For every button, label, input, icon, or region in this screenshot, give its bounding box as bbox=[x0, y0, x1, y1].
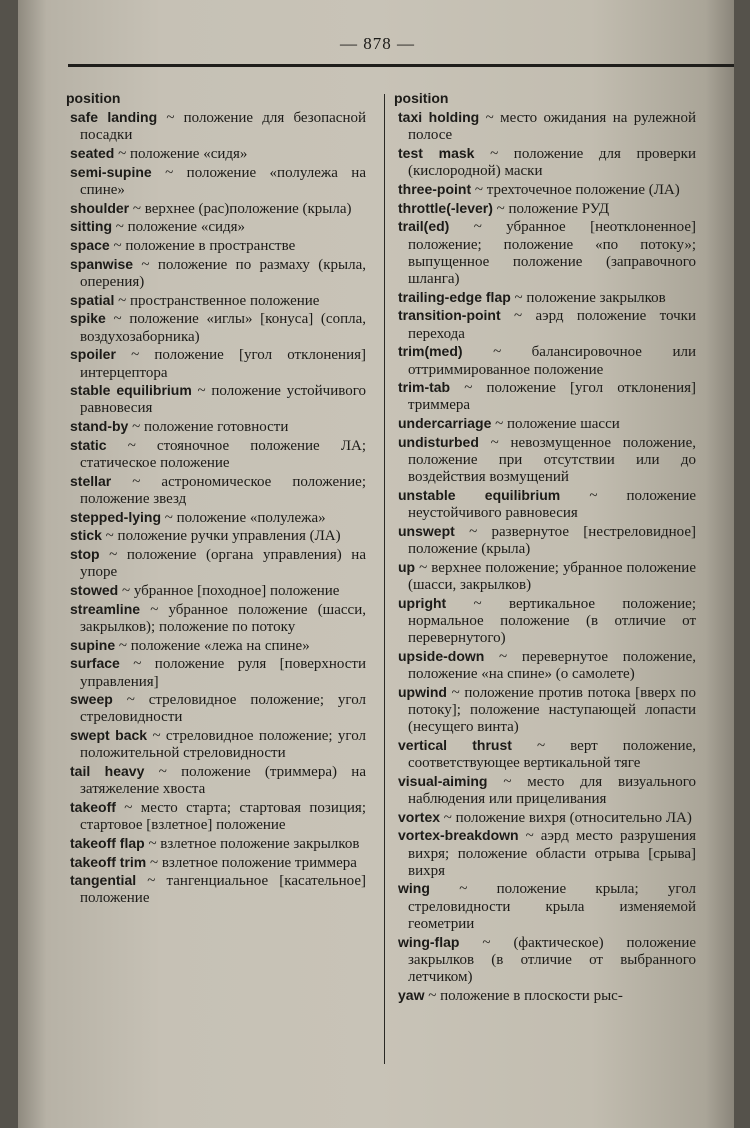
left-column bbox=[66, 90, 366, 908]
entry-term: spike bbox=[70, 310, 106, 327]
entry-definition: ~ верхнее положение; убранное положение (шасси, закрылков) bbox=[408, 559, 696, 593]
entry-definition: ~ (фактическое) положение закрылков (в отличие от выбранного летчиком) bbox=[408, 934, 696, 985]
dictionary-entry bbox=[66, 145, 366, 163]
entry-term: undisturbed bbox=[398, 433, 479, 450]
dictionary-entry bbox=[66, 799, 366, 834]
dictionary-entry bbox=[394, 487, 696, 522]
dictionary-entry bbox=[394, 648, 696, 683]
dictionary-entry bbox=[66, 691, 366, 726]
entry-definition: ~ положение (органа управления) на упоре bbox=[80, 547, 366, 581]
dictionary-entry bbox=[394, 289, 696, 307]
entry-term: safe landing bbox=[70, 109, 158, 126]
entry-definition: ~ положение РУД bbox=[492, 200, 610, 217]
entry-definition: ~ верхнее (рас)положение (крыла) bbox=[129, 200, 352, 217]
dictionary-entry bbox=[66, 218, 366, 236]
entry-definition: ~ положение руля [поверхности управления] bbox=[80, 656, 366, 690]
entry-definition: ~ положение готовности bbox=[128, 419, 289, 436]
dictionary-entry bbox=[394, 343, 696, 378]
dictionary-entry bbox=[394, 218, 696, 288]
entry-term: trailing-edge flap bbox=[398, 288, 511, 305]
dictionary-entry bbox=[66, 637, 366, 655]
entry-term: stick bbox=[70, 527, 102, 544]
dictionary-entry bbox=[66, 527, 366, 545]
entry-term: supine bbox=[70, 636, 116, 653]
entry-definition: ~ положение в пространстве bbox=[109, 238, 296, 255]
entry-definition: ~ положение закрылков bbox=[510, 289, 666, 306]
dictionary-entry bbox=[66, 256, 366, 291]
dictionary-entry bbox=[66, 835, 366, 853]
entry-term: seated bbox=[70, 145, 115, 162]
entry-definition: ~ перевернутое положение, положение «на спине» (о самолете) bbox=[408, 648, 696, 682]
dictionary-entry bbox=[66, 763, 366, 798]
dictionary-entry bbox=[66, 164, 366, 199]
entry-definition: ~ трехточечное положение (ЛА) bbox=[471, 182, 680, 199]
header-rule bbox=[68, 64, 734, 67]
entry-term: wing-flap bbox=[398, 933, 460, 950]
entry-definition: ~ положение «сидя» bbox=[114, 146, 248, 163]
entry-term: stand-by bbox=[70, 418, 129, 435]
entry-term: sweep bbox=[70, 691, 113, 708]
entry-definition: ~ положение в плоскости рыс- bbox=[424, 987, 623, 1004]
entry-term: takeoff trim bbox=[70, 853, 147, 870]
entry-definition: ~ положение устойчивого равновесия bbox=[80, 383, 366, 417]
entry-term: stepped-lying bbox=[70, 508, 162, 525]
dictionary-entry bbox=[394, 434, 696, 487]
entry-definition: ~ положение для проверки (кислородной) маски bbox=[408, 146, 696, 180]
entry-definition: ~ положение «иглы» [конуса] (сопла, воздухозаборника) bbox=[80, 311, 366, 345]
entry-term: stowed bbox=[70, 581, 119, 598]
dictionary-entry bbox=[394, 559, 696, 594]
dictionary-entry bbox=[66, 655, 366, 690]
entry-term: yaw bbox=[398, 986, 425, 1003]
entry-term: unstable equilibrium bbox=[398, 486, 561, 503]
entry-definition: ~ положение крыла; угол стреловидности крыла изменяемой геометрии bbox=[408, 881, 696, 932]
entry-definition: ~ астрономическое положение; положение звезд bbox=[80, 473, 366, 507]
entry-term: unswept bbox=[398, 522, 455, 539]
entry-definition: ~ положение для безопасной посадки bbox=[80, 110, 366, 144]
dictionary-entry bbox=[394, 379, 696, 414]
dictionary-entry bbox=[66, 509, 366, 527]
dictionary-entry bbox=[66, 872, 366, 907]
entry-term: trim-tab bbox=[398, 379, 451, 396]
entry-term: swept back bbox=[70, 727, 148, 744]
book-page bbox=[18, 0, 734, 1128]
dictionary-entry bbox=[394, 200, 696, 218]
entry-term: transition-point bbox=[398, 307, 501, 324]
entry-definition: ~ взлетное положение закрылков bbox=[144, 835, 360, 852]
entry-definition: ~ место для визуального наблюдения или прицеливания bbox=[408, 773, 696, 807]
entry-definition: ~ положение (триммера) на затяжеление хвоста bbox=[80, 764, 366, 798]
entry-definition: ~ вертикальное положение; нормальное положение (в отличие от перевернутого) bbox=[408, 595, 696, 647]
entry-term: trail(ed) bbox=[398, 218, 450, 235]
entry-definition: ~ положение против потока [вверх по потоку]; положение наступающей лопасти (несущего винта) bbox=[408, 684, 696, 736]
entry-term: taxi holding bbox=[398, 109, 480, 126]
dictionary-entry bbox=[66, 601, 366, 636]
dictionary-entry bbox=[394, 987, 696, 1005]
entry-definition: ~ место старта; стартовая позиция; стартовое [взлетное] положение bbox=[80, 799, 366, 834]
dictionary-entry bbox=[394, 880, 696, 933]
entry-definition: ~ положение «полулежа» bbox=[161, 509, 326, 526]
entry-definition: ~ аэрд место разрушения вихря; положение области отрыва [срыва] вихря bbox=[408, 828, 696, 879]
entry-term: space bbox=[70, 237, 110, 254]
dictionary-entry bbox=[66, 310, 366, 345]
entry-term: test mask bbox=[398, 145, 475, 162]
entry-definition: ~ аэрд положение точки перехода bbox=[408, 308, 696, 342]
entry-list bbox=[66, 109, 366, 907]
entry-term: spatial bbox=[70, 291, 115, 308]
dictionary-entry bbox=[66, 237, 366, 255]
entry-definition: ~ место ожидания на рулежной полосе bbox=[408, 110, 696, 144]
dictionary-entry bbox=[394, 595, 696, 648]
dictionary-entry bbox=[394, 307, 696, 342]
dictionary-entry bbox=[66, 473, 366, 508]
entry-term: undercarriage bbox=[398, 415, 492, 432]
entry-term: tangential bbox=[70, 872, 137, 889]
dictionary-entry bbox=[394, 523, 696, 558]
entry-term: spanwise bbox=[70, 255, 134, 272]
entry-definition: ~ пространственное положение bbox=[114, 292, 320, 309]
dictionary-entry bbox=[394, 109, 696, 144]
dictionary-entry bbox=[66, 854, 366, 872]
entry-definition: ~ положение ручки управления (ЛА) bbox=[101, 528, 341, 545]
entry-definition: ~ положение «полулежа на спине» bbox=[80, 164, 366, 199]
entry-definition: ~ положение шасси bbox=[491, 416, 620, 433]
entry-term: tail heavy bbox=[70, 763, 145, 780]
entry-term: stable equilibrium bbox=[70, 382, 192, 399]
dictionary-entry bbox=[394, 145, 696, 180]
dictionary-entry bbox=[66, 200, 366, 218]
dictionary-entry bbox=[394, 181, 696, 199]
dictionary-entry bbox=[394, 415, 696, 433]
entry-definition: ~ стояночное положение ЛА; статическое положение bbox=[80, 437, 366, 472]
entry-definition: ~ положение [угол отклонения] триммера bbox=[408, 380, 696, 414]
entry-definition: ~ положение вихря (относительно ЛА) bbox=[440, 809, 692, 826]
dictionary-entry bbox=[394, 773, 696, 808]
entry-term: vortex-breakdown bbox=[398, 827, 519, 844]
entry-term: wing bbox=[398, 880, 430, 897]
entry-definition: ~ развернутое [нестреловидное] положение (крыла) bbox=[408, 523, 696, 558]
column-divider bbox=[384, 94, 385, 1064]
dictionary-entry bbox=[66, 582, 366, 600]
entry-definition: ~ балансировочное или оттриммированное положение bbox=[408, 344, 696, 378]
entry-term: up bbox=[398, 558, 416, 575]
dictionary-entry bbox=[394, 934, 696, 987]
entry-definition: ~ положение [угол отклонения] интерцептора bbox=[80, 347, 366, 381]
dictionary-entry bbox=[66, 382, 366, 417]
dictionary-entry bbox=[66, 418, 366, 436]
dictionary-entry bbox=[66, 727, 366, 762]
entry-term: surface bbox=[70, 655, 120, 672]
entry-definition: ~ убранное [неотклоненное] положение; положение «по потоку»; выпущенное положение (заправочного шланга) bbox=[408, 219, 696, 288]
entry-term: throttle(-lever) bbox=[398, 199, 493, 216]
entry-term: semi-supine bbox=[70, 163, 152, 180]
entry-definition: ~ положение по размаху (крыла, оперения) bbox=[80, 256, 366, 291]
entry-definition: ~ тангенциальное [касательное] положение bbox=[80, 873, 366, 907]
dictionary-entry bbox=[394, 827, 696, 880]
entry-term: takeoff flap bbox=[70, 834, 145, 851]
entry-term: trim(med) bbox=[398, 343, 463, 360]
entry-definition: ~ положение «лежа на спине» bbox=[115, 637, 310, 654]
entry-term: upwind bbox=[398, 683, 447, 700]
dictionary-entry bbox=[66, 546, 366, 581]
entry-term: stop bbox=[70, 546, 100, 563]
entry-term: streamline bbox=[70, 600, 141, 617]
entry-list bbox=[394, 109, 696, 1005]
entry-term: upside-down bbox=[398, 647, 485, 664]
entry-definition: ~ убранное положение (шасси, закрылков); положение по потоку bbox=[80, 601, 366, 635]
entry-term: vertical thrust bbox=[398, 736, 512, 753]
entry-definition: ~ невозмущенное положение, положение при отсутствии или до воздействия возмущений bbox=[408, 434, 696, 486]
column-headword: position bbox=[394, 90, 449, 106]
entry-definition: ~ верт положение, соответствующее вертикальной тяге bbox=[408, 737, 696, 772]
column-headword: position bbox=[66, 90, 121, 106]
dictionary-entry bbox=[66, 346, 366, 381]
dictionary-entry bbox=[66, 109, 366, 144]
dictionary-entry bbox=[394, 809, 696, 827]
entry-definition: ~ положение «сидя» bbox=[112, 219, 246, 236]
dictionary-entry bbox=[394, 684, 696, 737]
dictionary-entry bbox=[66, 292, 366, 310]
entry-term: upright bbox=[398, 594, 447, 611]
entry-term: shoulder bbox=[70, 199, 130, 216]
page-number: — 878 — bbox=[340, 34, 415, 53]
entry-definition: ~ убранное [походное] положение bbox=[118, 582, 340, 599]
entry-term: stellar bbox=[70, 472, 112, 489]
entry-term: spoiler bbox=[70, 346, 116, 363]
right-column bbox=[394, 90, 696, 1005]
entry-definition: ~ стреловидное положение; угол положительной стреловидности bbox=[80, 728, 366, 762]
entry-definition: ~ положение неустойчивого равновесия bbox=[408, 487, 697, 522]
entry-term: visual-aiming bbox=[398, 772, 488, 789]
entry-term: takeoff bbox=[70, 798, 116, 815]
dictionary-entry bbox=[66, 437, 366, 472]
entry-term: three-point bbox=[398, 181, 472, 198]
entry-term: static bbox=[70, 436, 107, 453]
entry-definition: ~ стреловидное положение; угол стреловидности bbox=[80, 692, 366, 726]
entry-term: sitting bbox=[70, 218, 112, 235]
entry-definition: ~ взлетное положение триммера bbox=[146, 854, 357, 871]
dictionary-entry bbox=[394, 737, 696, 772]
entry-term: vortex bbox=[398, 808, 441, 825]
